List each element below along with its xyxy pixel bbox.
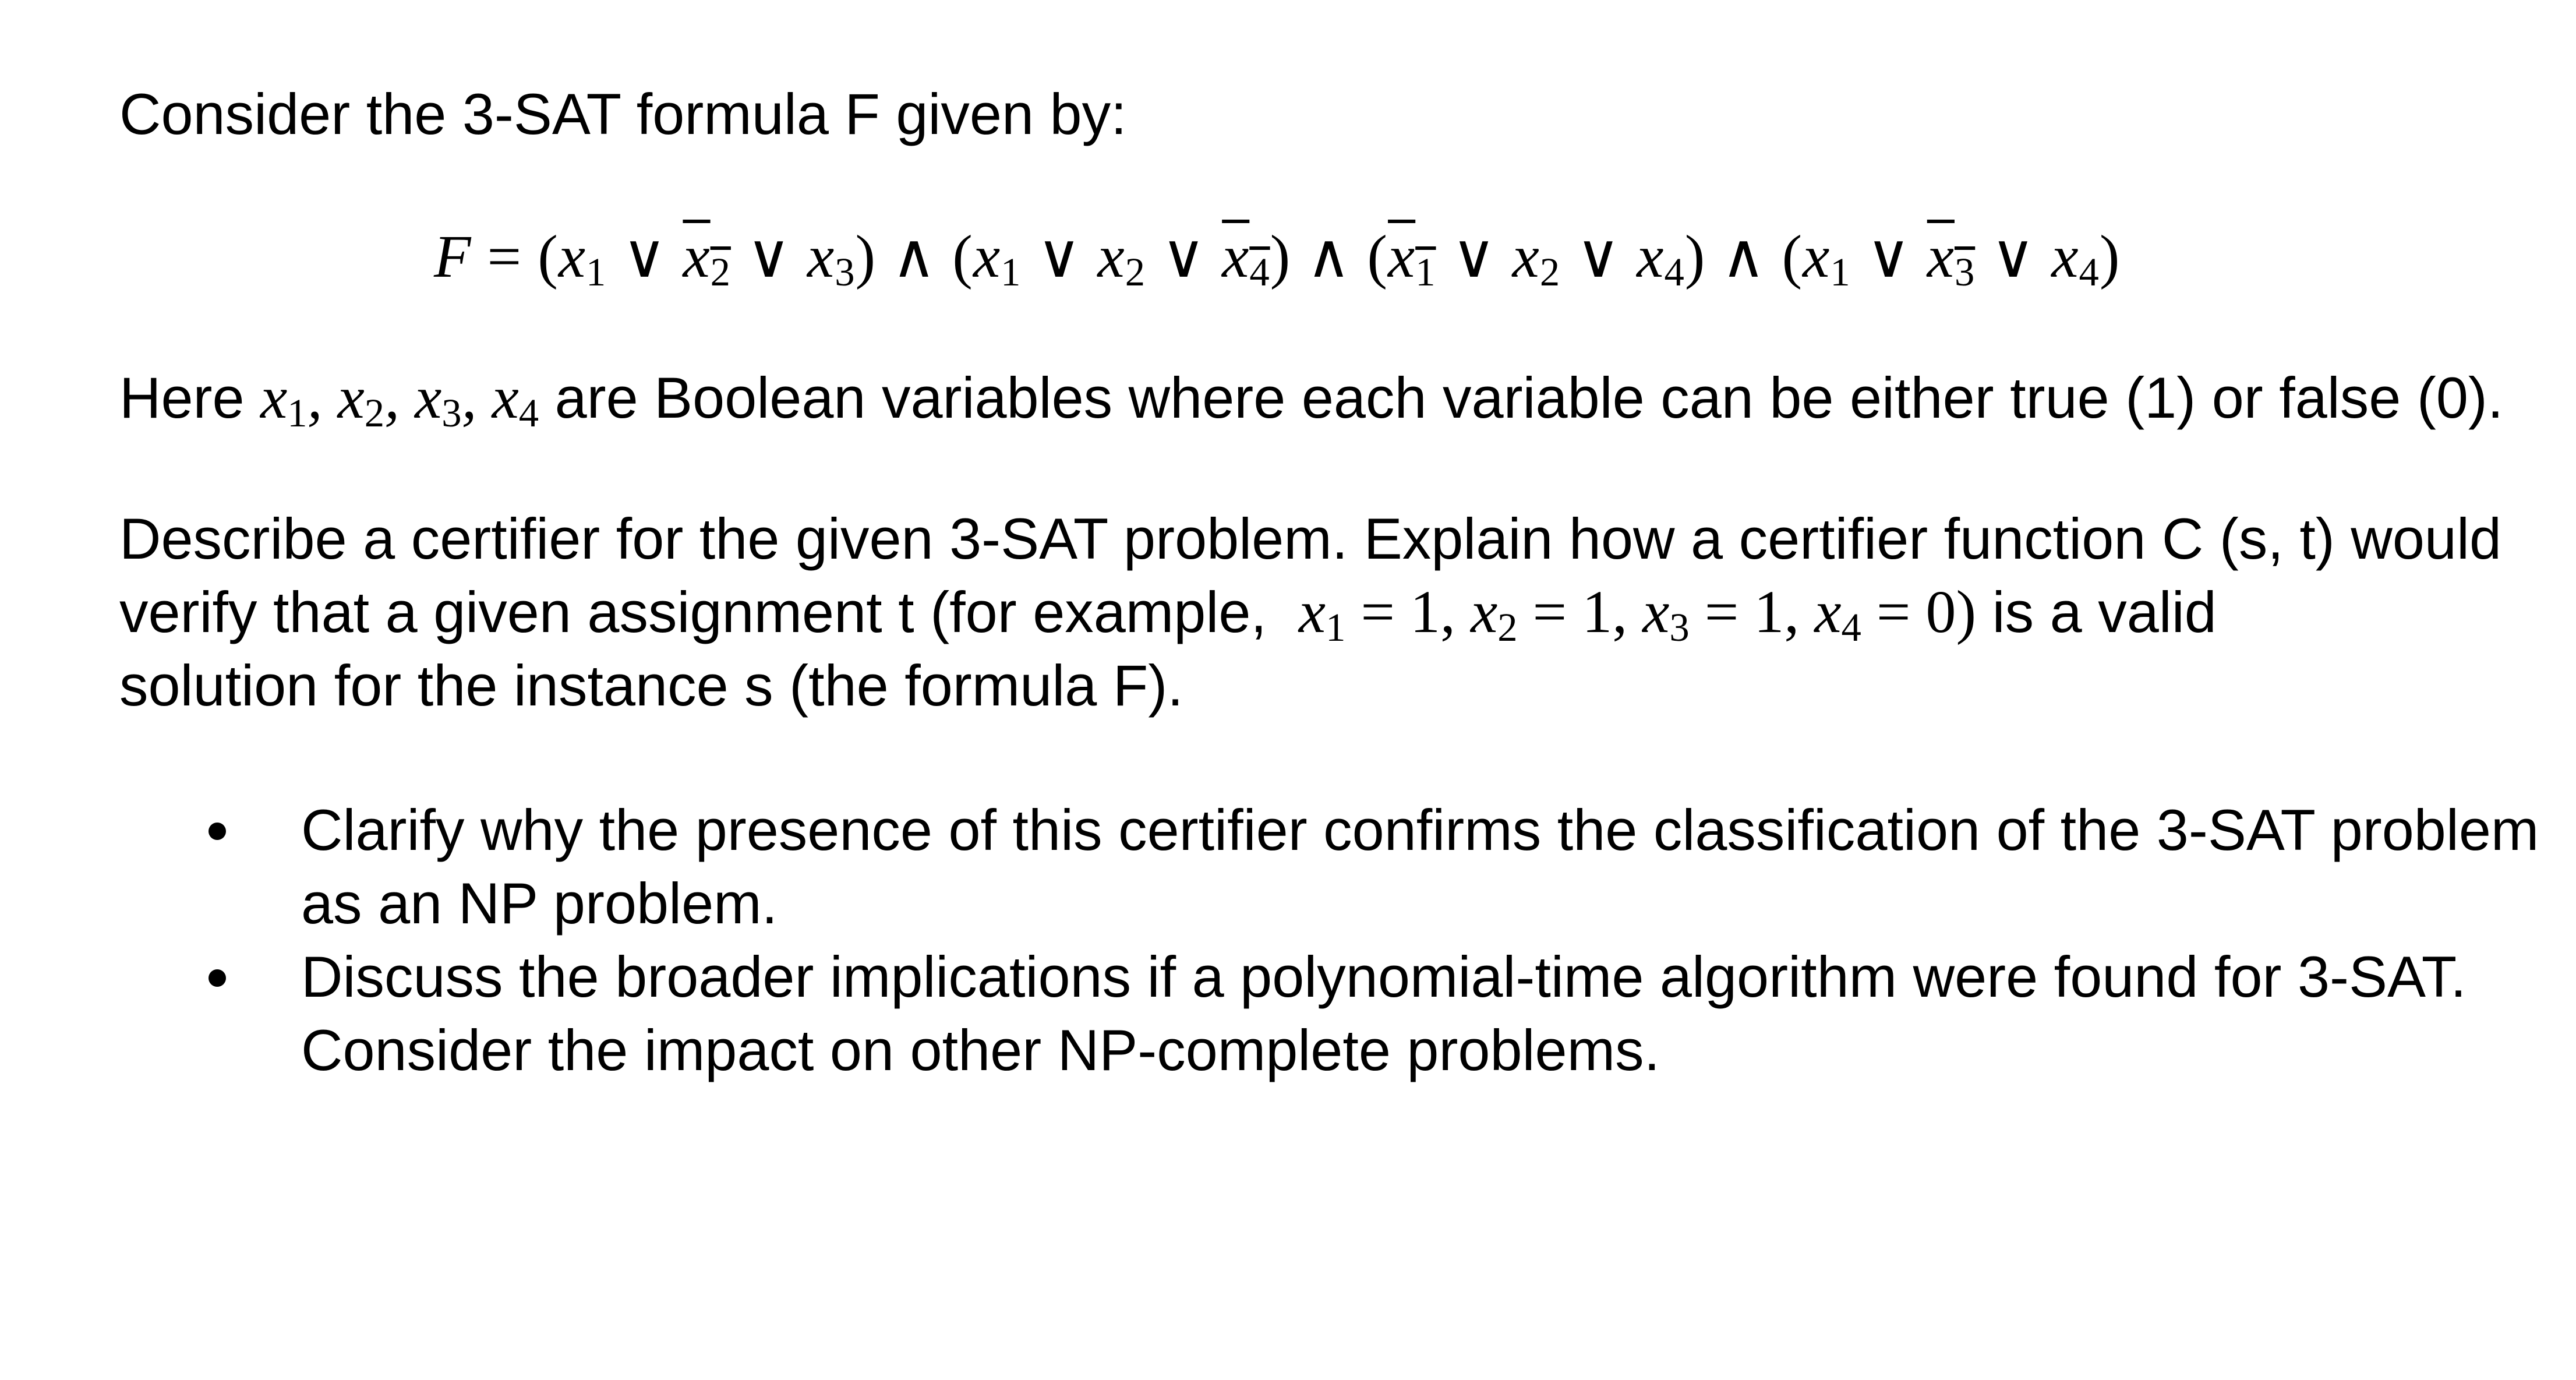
clause-3: ($x_1$ ∨ $x_2$ ∨ $x_4$) bbox=[1367, 223, 1706, 295]
example-assignment: $x_1 = 1$, $x_2 = 1$, $x_3 = 1$, $x_4 = 0$) bbox=[1298, 578, 1977, 650]
clause-4: ($x_1$ ∨ $x_3$ ∨ $x_4$) bbox=[1782, 223, 2121, 295]
clause-1: ($x_1$ ∨ $x_2$ ∨ $x_3$) bbox=[538, 223, 877, 295]
bullet-list bbox=[119, 793, 2539, 1087]
bullet-icon bbox=[209, 823, 226, 840]
clause-2: ($x_1$ ∨ $x_2$ ∨ $x_4$) bbox=[952, 223, 1291, 295]
list-item: Discuss the broader implications if a polynomial-time algorithm were found for 3-SAT. Consider the impact on other NP-complete problems. bbox=[119, 940, 2539, 1087]
variable-list: $x_1$, $x_2$, $x_3$, $x_4$ bbox=[260, 364, 539, 436]
sat-formula bbox=[434, 220, 2121, 295]
task-paragraph bbox=[119, 502, 2507, 722]
formula-lhs: F bbox=[434, 223, 472, 290]
formula-equals: = bbox=[487, 223, 522, 290]
and-operator: ∧ bbox=[1721, 223, 1766, 290]
bullet-icon bbox=[209, 969, 226, 987]
list-item: Clarify why the presence of this certifier confirms the classification of the 3-SAT problem as an NP problem. bbox=[119, 793, 2539, 940]
task-line-2: verify that a given assignment t (for example, $x_1 = 1$, $x_2 = 1$, $x_3 = 1$, $x_4 = 0$) is a valid bbox=[119, 578, 2217, 650]
negated-literal: $x_1$ bbox=[1388, 223, 1436, 295]
and-operator: ∧ bbox=[892, 223, 937, 290]
negated-literal: $x_2$ bbox=[683, 223, 731, 295]
task-line-1: Describe a certifier for the given 3-SAT problem. Explain how a certifier function C (s, t) would bbox=[119, 506, 2502, 571]
variables-paragraph: Here $x_1$, $x_2$, $x_3$, $x_4$ are Boolean variables where each variable can be either true (1) or false (0). bbox=[119, 364, 2504, 436]
negated-literal: $x_4$ bbox=[1222, 223, 1270, 295]
negated-literal: $x_3$ bbox=[1927, 223, 1976, 295]
and-operator: ∧ bbox=[1306, 223, 1352, 290]
intro-text: Consider the 3-SAT formula F given by: bbox=[119, 82, 1127, 146]
task-line-3: solution for the instance s (the formula F). bbox=[119, 653, 1183, 718]
